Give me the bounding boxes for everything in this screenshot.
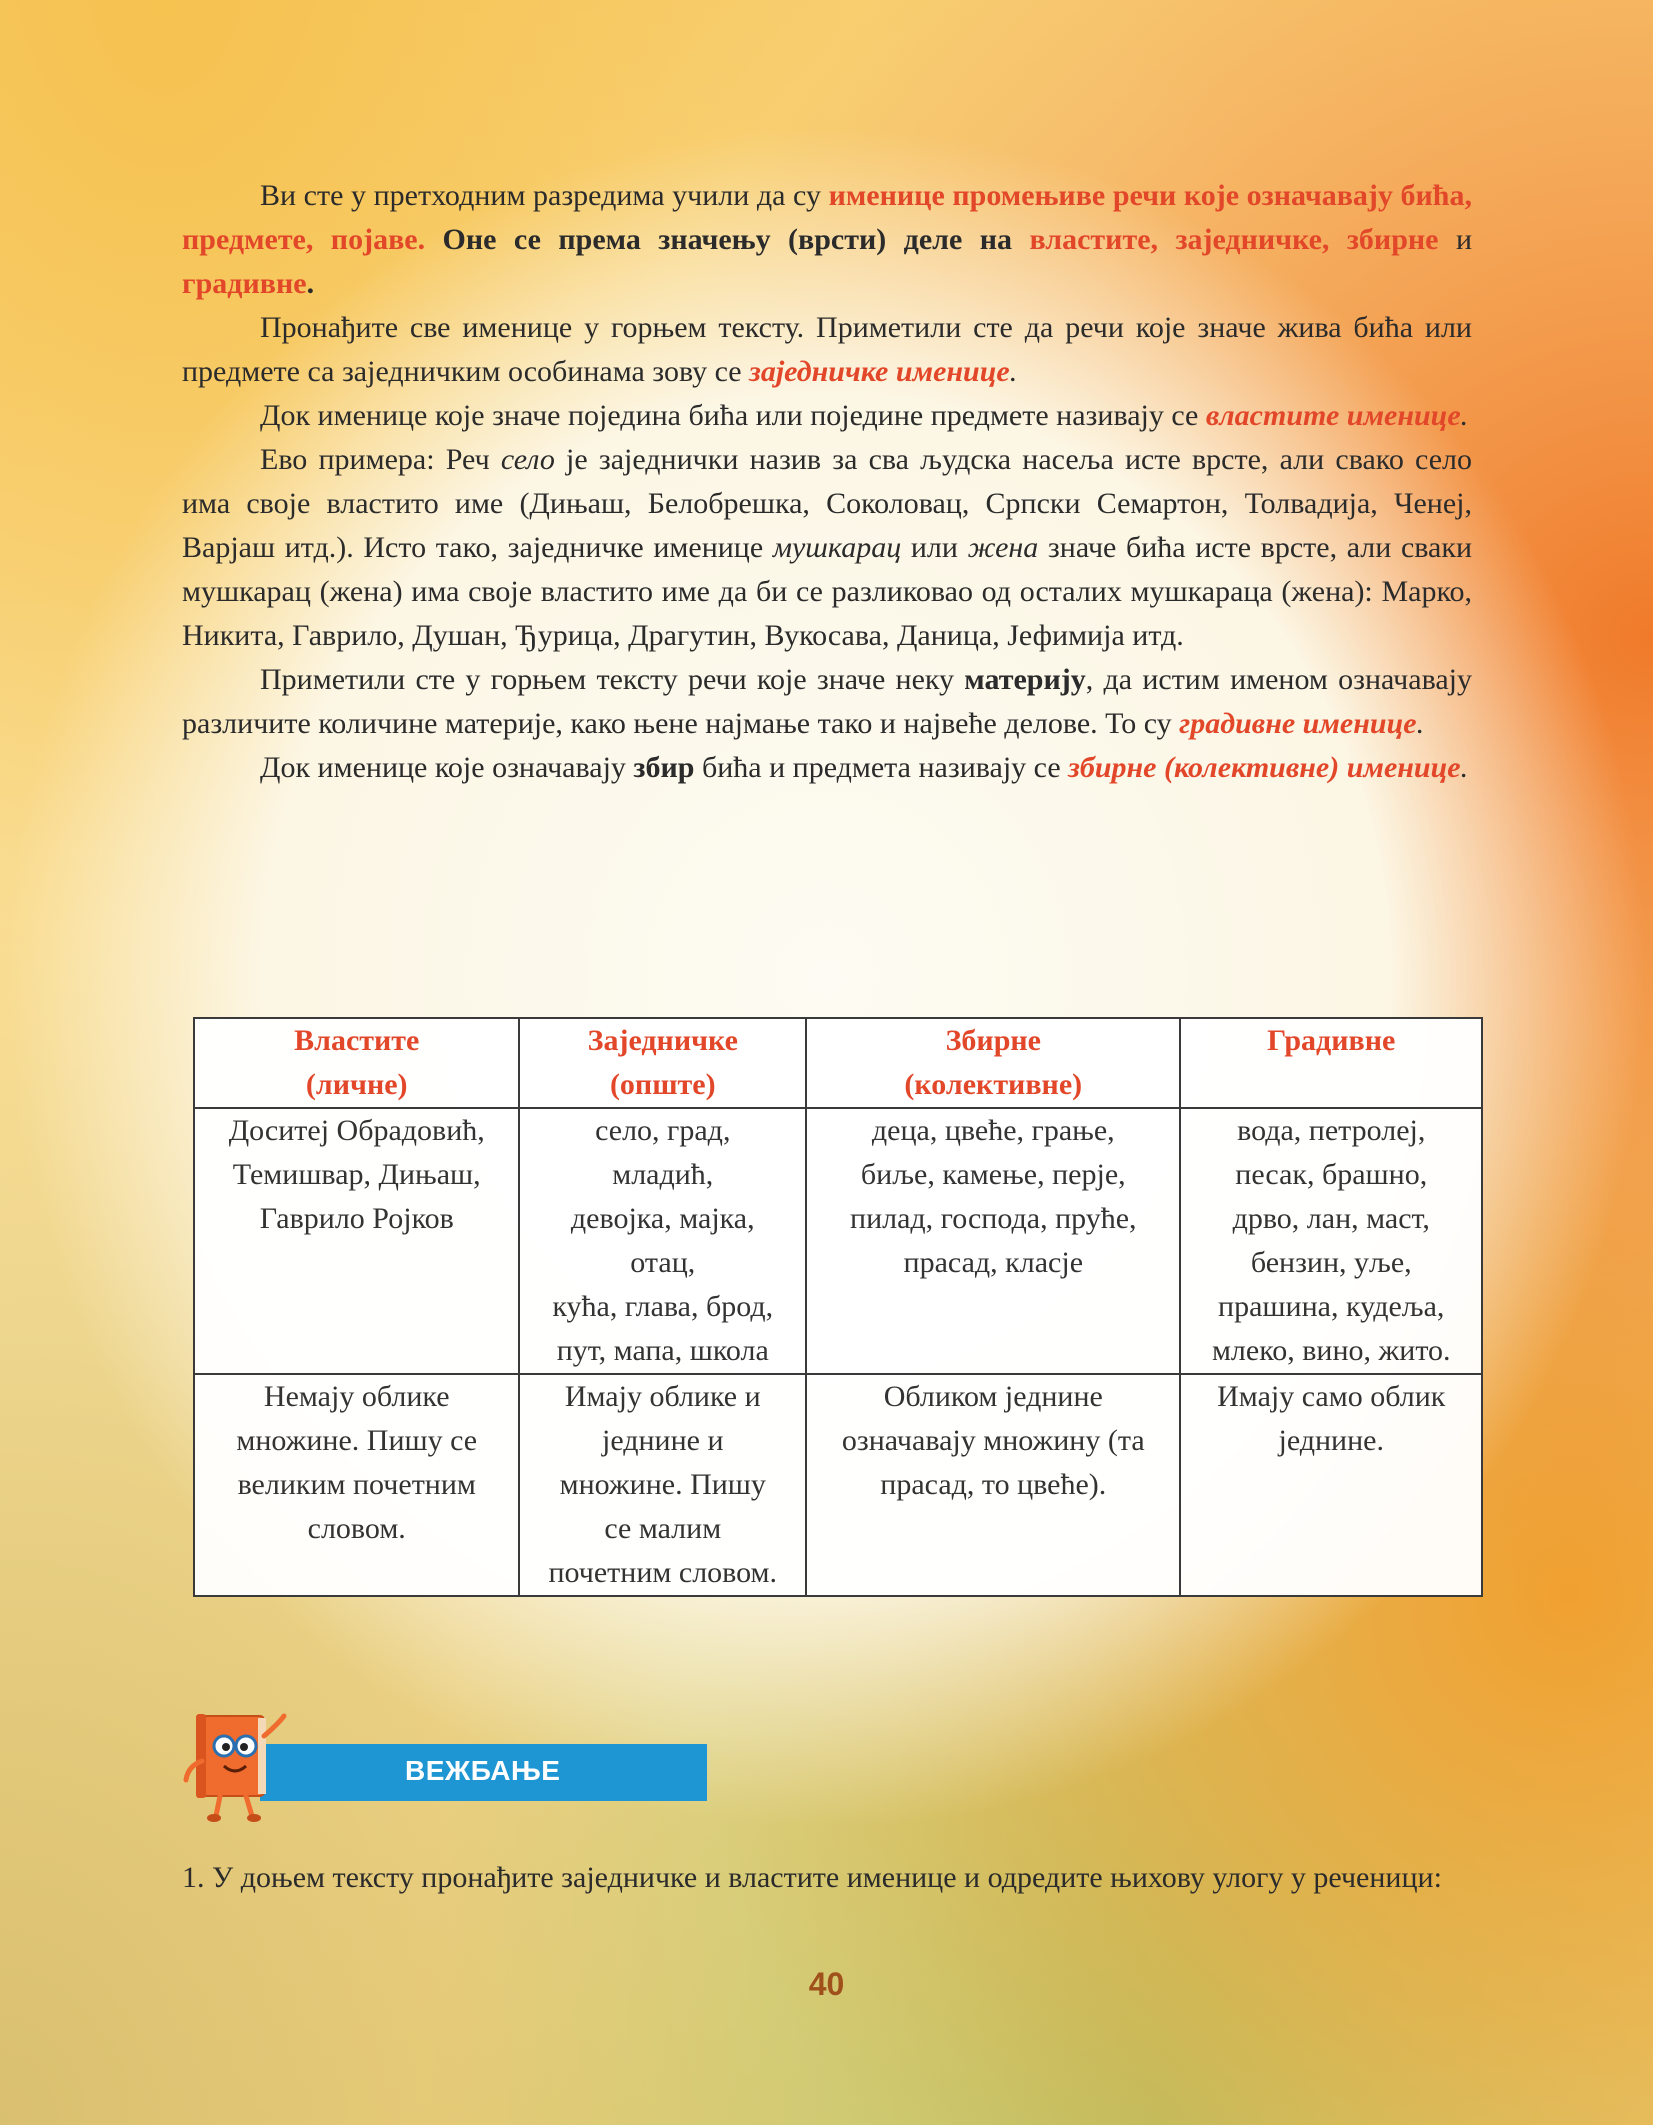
cell-line: село, град, xyxy=(595,1114,731,1147)
text-span: . xyxy=(1460,399,1469,432)
page-number: 40 xyxy=(808,1966,845,2002)
paragraph-5 xyxy=(182,658,1472,746)
table-header-row xyxy=(194,1018,1482,1108)
text-span: . xyxy=(1009,355,1018,388)
text-span: је заједнички назив за сва људска насеља исте врсте, али свако село има своје властито име (Дињаш, Белобрешка, Соколовац, Српски Семартон, Толвадија, Ченеј, Варјаш итд.). Исто тако, заједничке именице xyxy=(182,443,1473,564)
cell-line: множине. Пишу xyxy=(559,1468,766,1501)
cell-line: Гаврило Ројков xyxy=(259,1202,454,1235)
header-proper xyxy=(194,1018,519,1108)
header-line: (опште) xyxy=(609,1068,716,1101)
header-line: Властите xyxy=(294,1024,420,1057)
text-span: бића и предмета називају се xyxy=(694,751,1069,784)
text-span: Ви сте у претходним разредима учили да су xyxy=(260,179,829,212)
cell-line: множине. Пишу се xyxy=(236,1424,478,1457)
text-span: Док именице које значе појединa бића или поједине предмете називају се xyxy=(260,399,1206,432)
example-word: мушкарац xyxy=(772,531,902,564)
header-line: Градивне xyxy=(1267,1024,1396,1057)
text-span: Пронађите све именице у горњем тексту. Приметили сте да речи које значе жива бића или предмете са заједничким особинама зову се xyxy=(182,311,1472,388)
header-line: Заједничке xyxy=(587,1024,738,1057)
keyword-matter: материју xyxy=(964,663,1086,696)
cell-line: Обликом једнине xyxy=(883,1380,1103,1413)
text-span: . xyxy=(306,267,315,300)
cell-line: једнине и xyxy=(601,1424,724,1457)
cell-line: девојка, мајка, xyxy=(570,1202,755,1235)
rule-material xyxy=(1180,1374,1482,1596)
paragraph-2 xyxy=(182,306,1472,394)
text-span: Ево примера: Реч xyxy=(260,443,501,476)
noun-types-table xyxy=(193,1017,1483,1597)
exercise-task: 1. У доњем тексту пронађите заједничке и властите именице и одредите њихову улогу у реченици: xyxy=(182,1861,1442,1894)
text-span: Оне се према значењу (врсти) деле на xyxy=(425,223,1030,256)
cell-line: означавају множину (та xyxy=(841,1424,1145,1457)
examples-common xyxy=(519,1108,806,1374)
intro-text xyxy=(182,174,1472,790)
cell-line: бензин, уље, xyxy=(1250,1246,1412,1279)
cell-line: отац, xyxy=(630,1246,696,1279)
cell-line: пут, мапа, школа xyxy=(556,1334,769,1367)
cell-line: младић, xyxy=(612,1158,714,1191)
highlight-gradivne: градивне xyxy=(182,267,307,300)
rule-common xyxy=(519,1374,806,1596)
cell-line: вода, петролеј, xyxy=(1237,1114,1426,1147)
cell-line: Имају само облик xyxy=(1217,1380,1446,1413)
header-collective xyxy=(806,1018,1180,1108)
cell-line: Немају облике xyxy=(263,1380,450,1413)
keyword-sum: збир xyxy=(633,751,695,784)
cell-line: млеко, вино, жито. xyxy=(1211,1334,1451,1367)
cell-line: пилад, господа, пруће, xyxy=(850,1202,1137,1235)
cell-line: Темишвар, Дињаш, xyxy=(232,1158,481,1191)
table-row-rules xyxy=(194,1374,1482,1596)
paragraph-4 xyxy=(182,438,1472,658)
examples-collective xyxy=(806,1108,1180,1374)
text-span: . xyxy=(1416,707,1425,740)
text-span: значе бића исте врсте, али сваки мушкарац (жена) има своје властито име да би се разликовао од осталих мушкараца (жена): Марко, Никита, Гаврило, Душан, Ђурица, Драгутин, Вукосава, Даница, Јефимија итд. xyxy=(182,531,1472,652)
example-word: село xyxy=(500,443,555,476)
paragraph-3 xyxy=(182,394,1472,438)
table-row-examples xyxy=(194,1108,1482,1374)
cell-line: словом. xyxy=(307,1512,406,1545)
book-mascot-icon xyxy=(180,1706,290,1826)
cell-line: деца, цвеће, грање, xyxy=(871,1114,1115,1147)
text-span: , да истим именом означавају различите количине материје, како њене најмање тако и највеће делове. То су xyxy=(182,663,1472,740)
text-span: Док именице које означавају xyxy=(260,751,634,784)
header-material xyxy=(1180,1018,1482,1108)
cell-line: једнине. xyxy=(1278,1424,1384,1457)
exercise-title: ВЕЖБАЊЕ xyxy=(405,1755,561,1786)
cell-line: прасад, класје xyxy=(903,1246,1084,1279)
paragraph-6 xyxy=(182,746,1472,790)
example-word: жена xyxy=(967,531,1039,564)
term-common-nouns: заједничке именице xyxy=(749,355,1010,388)
cell-line: прасад, то цвеће). xyxy=(880,1468,1107,1501)
examples-proper xyxy=(194,1108,519,1374)
term-material-nouns: градивне именице xyxy=(1179,707,1417,740)
text-span: . xyxy=(1460,751,1469,784)
cell-line: биље, камење, перје, xyxy=(860,1158,1126,1191)
text-span: и xyxy=(1438,223,1472,256)
cell-line: великим почетним xyxy=(237,1468,476,1501)
rule-proper xyxy=(194,1374,519,1596)
text-span: Приметили сте у горњем тексту речи које значе неку xyxy=(260,663,965,696)
cell-line: Имају облике и xyxy=(564,1380,761,1413)
text-span: или xyxy=(901,531,968,564)
cell-line: кућа, глава, брод, xyxy=(552,1290,774,1323)
cell-line: почетним словом. xyxy=(548,1556,778,1589)
paragraph-1 xyxy=(182,174,1472,306)
header-line: (колективне) xyxy=(904,1068,1083,1101)
highlight-definition: именице промењиве речи које означавају бића, предмете, појаве. xyxy=(182,179,1472,256)
term-proper-nouns: властите именице xyxy=(1205,399,1461,432)
highlight-types: властите, заједничке, збирне xyxy=(1029,223,1439,256)
cell-line: се малим xyxy=(604,1512,722,1545)
header-common xyxy=(519,1018,806,1108)
term-collective-nouns: збирне (колективне) именице xyxy=(1068,751,1461,784)
header-line: Збирне xyxy=(945,1024,1041,1057)
examples-material xyxy=(1180,1108,1482,1374)
rule-collective xyxy=(806,1374,1180,1596)
cell-line: Доситеј Обрадовић, xyxy=(228,1114,485,1147)
header-line: (личне) xyxy=(305,1068,408,1101)
cell-line: прашина, кудеља, xyxy=(1218,1290,1445,1323)
cell-line: песак, брашно, xyxy=(1235,1158,1428,1191)
cell-line: дрво, лан, маст, xyxy=(1232,1202,1430,1235)
